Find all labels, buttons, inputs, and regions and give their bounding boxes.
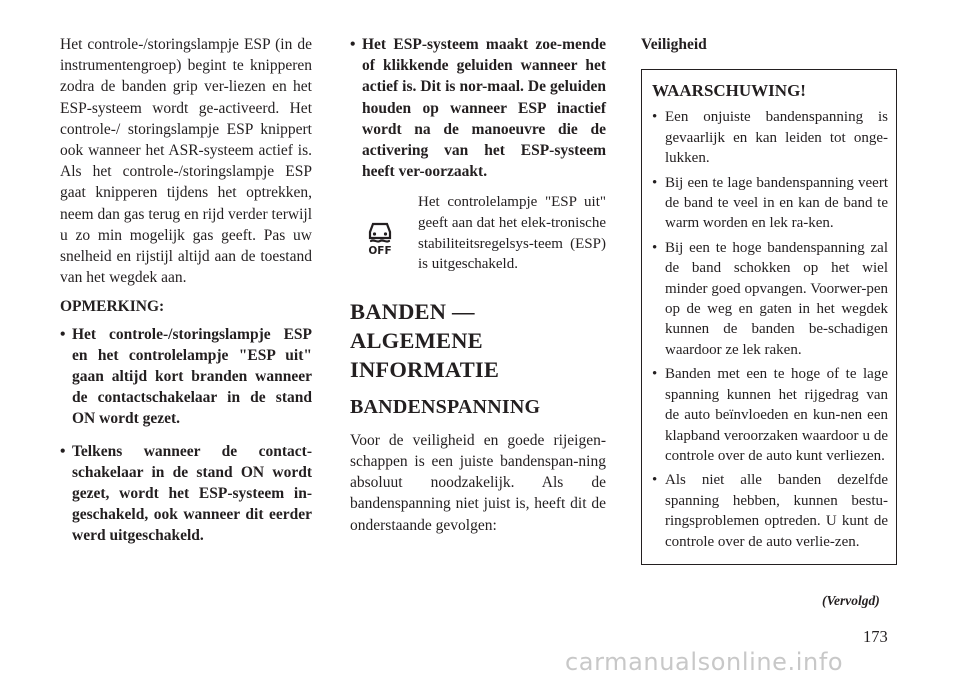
note-item: • Het controle-/storingslampje ESP en het controlelampje "ESP uit" gaan altijd kort branden wanneer de contactschakelaar in de stand ON wordt gezet. [60, 324, 312, 430]
esp-off-text: Het controlelampje "ESP uit" geeft aan dat het elek-tronische stabiliteitsregelsys-teem (ESP) is uitgeschakeld. [418, 194, 606, 273]
note-label: OPMERKING: [60, 298, 165, 316]
warning-item: • Een onjuiste bandenspanning is gevaarlijk en kan leiden tot onge-lukken. [652, 107, 888, 168]
esp-intro-paragraph: Het controle-/storingslampje ESP (in de instrumentengroep) begint te knipperen zodra de banden grip ver-liezen en het ESP-systeem wordt ge-activeerd. Het controle-/ storingslampje ESP knippert ook wanneer het ASR-systeem actief is. Als het controle-/storingslampje ESP gaat knipperen tijdens het optrekken, neem dan gas terug en rijd verder terwijl u zo min mogelijk gas geeft. Pas uw snelheid en rijstijl altijd aan de toestand van het wegdek aan. [60, 36, 312, 287]
esp-off-icon-label: OFF [368, 245, 392, 257]
esp-off-indicator-block [350, 192, 606, 274]
tire-pressure-paragraph: Voor de veiligheid en goede rijeigen-schappen is een juiste bandenspan-ning absoluut noodzakelijk. Als de bandenspanning niet juist is, heeft dit de onderstaande gevolgen: [350, 431, 606, 534]
esp-sound-item: • Het ESP-systeem maakt zoe-mende of klikkende geluiden wanneer het actief is. Dit is nor-maal. De geluiden houden op wanneer ESP inactief wordt na de manoeuvre die de activering van het ESP-systeem heeft ver-oorzaakt. [350, 34, 606, 182]
site-watermark: carmanualsonline.info [565, 648, 844, 676]
page-number: 173 [863, 627, 888, 646]
column-middle [350, 34, 606, 536]
warning-item: • Bij een te hoge bandenspanning zal de band schokken op het wiel minder goed opvangen. Voorwer-pen op de weg en gaten in het wegdek kunnen de banden be-schadigen waardoor ze lek raken. [652, 238, 888, 360]
subsection-heading: BANDENSPANNING [350, 395, 541, 418]
warning-item: • Bij een te lage bandenspanning veert de band te veel in en kan de band te warm worden en lek ra-ken. [652, 173, 888, 234]
column-left [60, 34, 312, 558]
esp-sound-list [350, 34, 606, 182]
section-heading: BANDEN — ALGEMENE INFORMATIE [350, 298, 500, 382]
warning-item: • Banden met een te hoge of te lage spanning kunnen het rijgedrag van de auto beïnvloeden en kun-nen een klapband veroorzaken waardoor u de controle over de auto kunt verliezen. [652, 364, 888, 466]
note-item: • Telkens wanneer de contact-schakelaar in de stand ON wordt gezet, wordt het ESP-systeem in-geschakeld, ook wanneer dit eerder werd uitgeschakeld. [60, 441, 312, 547]
warning-list [652, 107, 888, 552]
safety-title: Veiligheid [641, 36, 707, 53]
warning-box [641, 69, 897, 565]
continued-label: (Vervolgd) [822, 593, 880, 608]
warning-item: • Als niet alle banden dezelfde spanning hebben, kunnen bestu-ringsproblemen optreden. U kunt de controle over de auto verlie-zen. [652, 470, 888, 552]
column-right [641, 34, 897, 565]
esp-off-icon [365, 218, 395, 256]
note-list [60, 324, 312, 547]
warning-title: WAARSCHUWING! [652, 81, 806, 101]
